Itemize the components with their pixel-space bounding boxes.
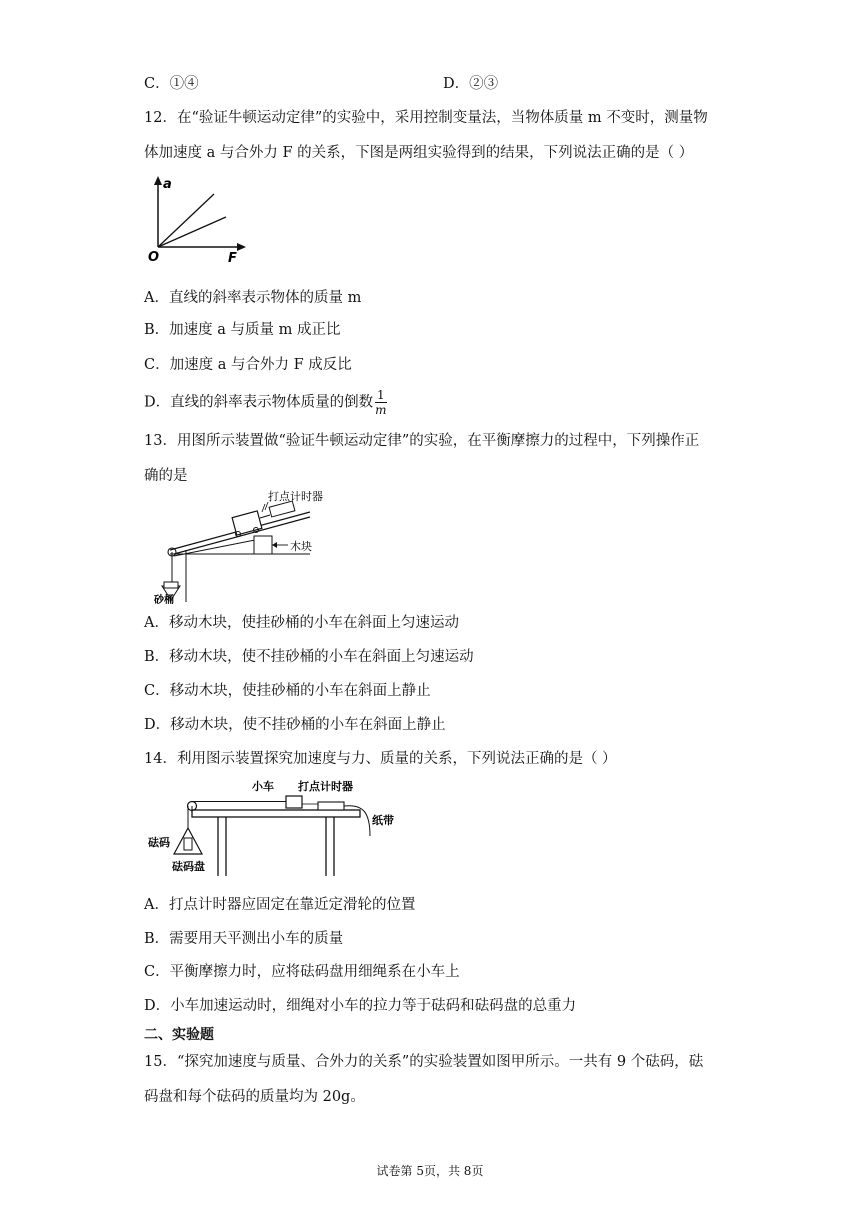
q13-option-c: C．移动木块，使挂砂桶的小车在斜面上静止: [144, 683, 431, 699]
q13-stem-line2: 确的是: [144, 468, 188, 484]
q13-timer-label: 打点计时器: [268, 490, 323, 503]
option-d-prev: D．②③: [443, 76, 499, 92]
q14-cart-label: 小车: [252, 780, 274, 793]
q14-option-a: A．打点计时器应固定在靠近定滑轮的位置: [144, 897, 416, 913]
page-footer: 试卷第 5页，共 8页: [376, 1164, 484, 1178]
q13-bucket-label: 砂桶: [154, 595, 174, 605]
q15-stem-line2: 码盘和每个砝码的质量均为 20g。: [144, 1089, 365, 1105]
q14-option-d: D．小车加速运动时，细绳对小车的拉力等于砝码和砝码盘的总重力: [144, 998, 577, 1014]
q12-option-d-text: D．直线的斜率表示物体质量的倒数: [144, 394, 374, 411]
q12-stem-line1: 12．在“验证牛顿运动定律”的实验中，采用控制变量法，当物体质量 m 不变时，测量物: [144, 110, 708, 126]
option-c-prev: C．①④: [144, 76, 199, 92]
q12-line-shallow: [158, 217, 226, 247]
q13-stem-line1: 13．用图所示装置做“验证牛顿运动定律”的实验，在平衡摩擦力的过程中，下列操作正: [144, 433, 700, 449]
q15-stem-line1: 15．“探究加速度与质量、合外力的关系”的实验装置如图甲所示。一共有 9 个砝码，砝: [144, 1054, 704, 1070]
q12-option-c: C．加速度 a 与合外力 F 成反比: [144, 357, 352, 373]
q14-weight-label: 砝码: [148, 836, 170, 849]
section-title: 二、实验题: [144, 1027, 214, 1043]
q13-option-b: B．移动木块，使不挂砂桶的小车在斜面上匀速运动: [144, 649, 474, 665]
q12-origin-label: O: [148, 250, 160, 265]
q13-figure: [150, 490, 330, 605]
q14-stem: 14．利用图示装置探究加速度与力、质量的关系，下列说法正确的是（ ）: [144, 751, 617, 767]
q12-line-steep: [158, 194, 214, 247]
q14-option-b: B．需要用天平测出小车的质量: [144, 931, 344, 947]
q12-figure: [144, 172, 254, 267]
q13-option-a: A．移动木块，使挂砂桶的小车在斜面上匀速运动: [144, 615, 459, 631]
q12-option-b: B．加速度 a 与质量 m 成正比: [144, 322, 341, 338]
q14-pan-label: 砝码盘: [172, 860, 205, 873]
q14-timer-label: 打点计时器: [298, 780, 353, 793]
q14-option-c: C．平衡摩擦力时，应将砝码盘用细绳系在小车上: [144, 964, 460, 980]
q12-stem-line2: 体加速度 a 与合外力 F 的关系，下图是两组实验得到的结果，下列说法正确的是（ ）: [144, 145, 694, 161]
q13-block-label: 木块: [290, 540, 312, 553]
q12-option-d-fraction: $\frac{1}{m}$: [375, 388, 387, 417]
q14-tape-label: 纸带: [372, 814, 394, 827]
q14-figure: [148, 776, 418, 886]
q12-y-label: a: [163, 177, 172, 192]
q12-option-d: [144, 388, 387, 417]
q12-option-a: A．直线的斜率表示物体的质量 m: [144, 290, 362, 306]
q13-option-d: D．移动木块，使不挂砂桶的小车在斜面上静止: [144, 717, 446, 733]
q12-x-label: F: [228, 251, 237, 266]
